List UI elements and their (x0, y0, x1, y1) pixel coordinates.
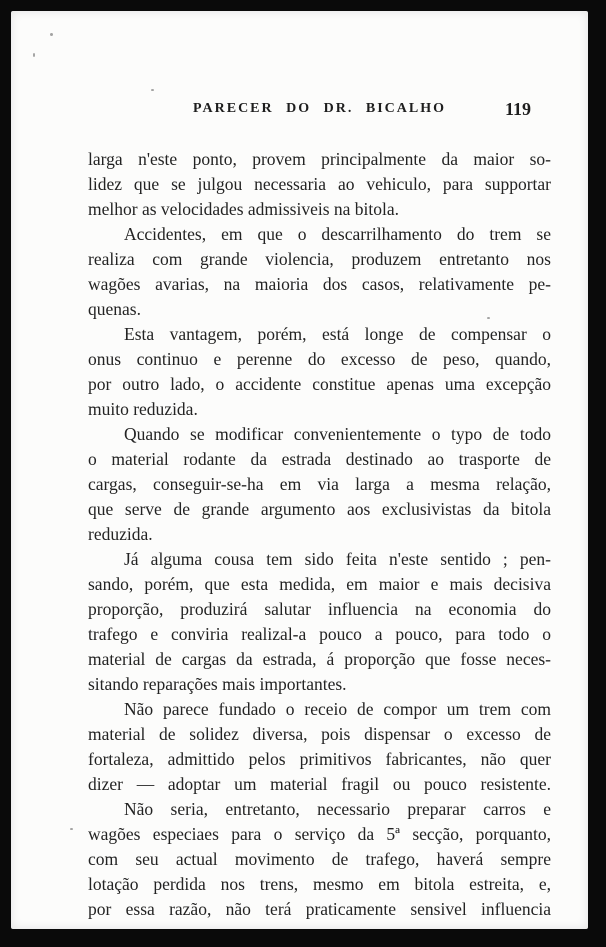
text-line: dizer — adoptar um material fragil ou pouco resistente. (88, 774, 551, 794)
text-line: por essa razão, não terá praticamente sensivel influencia (88, 899, 551, 919)
text-line: Não seria, entretanto, necessario preparar carros e (124, 799, 551, 819)
text-line: por outro lado, o accidente constitue apenas uma excepção (88, 374, 551, 394)
ink-speck (151, 89, 154, 91)
ink-speck (33, 53, 35, 57)
text-line: onus continuo e perenne do excesso de peso, quando, (88, 349, 551, 369)
paragraph (88, 322, 551, 422)
running-title: PARECER DO DR. BICALHO (193, 101, 446, 116)
text-line: sando, porém, que esta medida, em maior e mais decisiva (88, 574, 551, 594)
text-line: Accidentes, em que o descarrilhamento do trem se (124, 224, 551, 244)
paragraph (88, 422, 551, 547)
text-line: Esta vantagem, porém, está longe de compensar o (124, 324, 551, 344)
text-line: quenas. (88, 299, 141, 319)
text-line: proporção, produzirá salutar influencia na economia do (88, 599, 551, 619)
ink-speck (70, 828, 73, 830)
text-line: material de solidez diversa, pois dispensar o excesso de (88, 724, 551, 744)
text-line: reduzida. (88, 524, 153, 544)
text-line: que serve de grande argumento aos exclusivistas da bitola (88, 499, 551, 519)
paragraph (88, 147, 551, 222)
text-line: Não parece fundado o receio de compor um trem com (124, 699, 551, 719)
text-line: com seu actual movimento de trafego, haverá sempre (88, 849, 551, 869)
text-line: Quando se modificar convenientemente o typo de todo (124, 424, 551, 444)
page-number: 119 (504, 99, 531, 119)
page-header (88, 101, 551, 123)
text-line: fortaleza, admittido pelos primitivos fabricantes, não quer (88, 749, 551, 769)
text-line: sitando reparações mais importantes. (88, 674, 347, 694)
text-line: material de cargas da estrada, á proporção que fosse neces- (88, 649, 551, 669)
text-line: larga n'este ponto, provem principalmente da maior so- (88, 149, 551, 169)
text-line: cargas, conseguir-se-ha em via larga a mesma relação, (88, 474, 551, 494)
text-line: Já alguma cousa tem sido feita n'este sentido ; pen- (124, 549, 551, 569)
text-line: o material rodante da estrada destinado ao trasporte de (88, 449, 551, 469)
book-page (11, 11, 588, 929)
text-line: wagões especiaes para o serviço da 5ª secção, porquanto, (88, 824, 551, 844)
text-line: realiza com grande violencia, produzem entretanto nos (88, 249, 551, 269)
paragraph (88, 222, 551, 322)
text-line: muito reduzida. (88, 399, 198, 419)
text-line: trafego e conviria realizal-a pouco a pouco, para todo o (88, 624, 551, 644)
paragraph (88, 797, 551, 922)
text-line: lotação perdida nos trens, mesmo em bitola estreita, e, (88, 874, 551, 894)
paragraph (88, 697, 551, 797)
page-text (88, 147, 551, 922)
paragraph (88, 547, 551, 697)
ink-speck (50, 33, 53, 36)
text-line: lidez que se julgou necessaria ao vehiculo, para supportar (88, 174, 551, 194)
text-line: wagões avarias, na maioria dos casos, relativamente pe- (88, 274, 551, 294)
page-content (88, 101, 551, 922)
text-line: melhor as velocidades admissiveis na bitola. (88, 199, 400, 219)
